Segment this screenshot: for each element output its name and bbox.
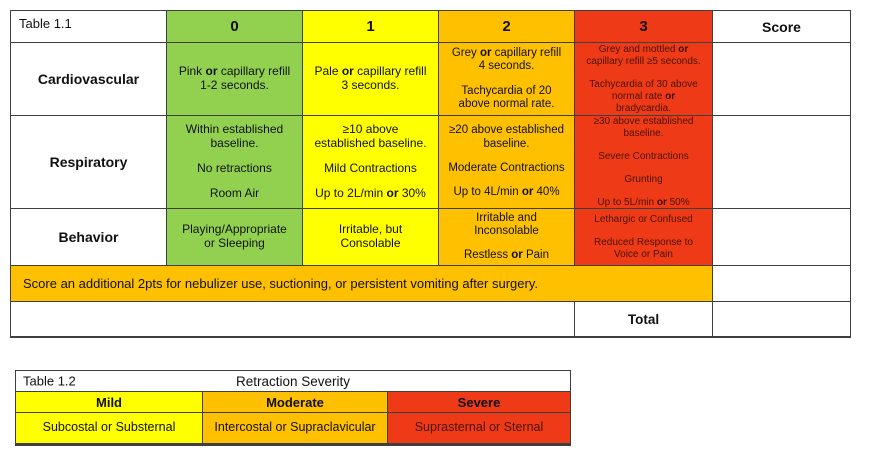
cell-text: Up to 4L/min or 40% (453, 186, 560, 199)
row-label-respiratory: Respiratory (11, 116, 167, 209)
cell-text: ≥20 above established baseline. (448, 124, 564, 150)
behavior-score-2-cell (439, 209, 575, 266)
additional-points-note: Score an additional 2pts for nebulizer use, suctioning, or persistent vomiting after surgery. (23, 276, 538, 291)
column-header-0: 0 (167, 11, 303, 43)
row-label-cardiovascular: Cardiovascular (11, 43, 167, 116)
cell-text: Pale or capillary refill 3 seconds. (314, 64, 427, 92)
respiratory-score-1-cell (303, 116, 439, 209)
severity-severe-header: Severe (388, 392, 571, 413)
cell-text: Pink or capillary refill 1-2 seconds. (178, 64, 291, 92)
respiratory-score-2-cell (439, 116, 575, 209)
severity-mild-description: Subcostal or Substernal (16, 413, 203, 444)
score-column-header: Score (713, 11, 851, 43)
respiratory-score-3-cell (575, 116, 713, 209)
cell-text: Restless or Pain (463, 249, 549, 262)
severity-mild-header: Mild (16, 392, 203, 413)
severity-moderate-header: Moderate (203, 392, 388, 413)
cell-text: ≥10 above established baseline. (314, 122, 427, 151)
column-header-2: 2 (439, 11, 575, 43)
cardiovascular-score-3-cell (575, 43, 713, 116)
behavior-score-entry-cell (713, 209, 851, 266)
total-label-cell: Total (575, 302, 713, 337)
retraction-severity-heading: Retraction Severity (235, 373, 351, 389)
cardiovascular-score-1-cell (303, 43, 439, 116)
row-label-behavior: Behavior (11, 209, 167, 266)
cell-text: Grey or capillary refill 4 seconds. (451, 46, 562, 73)
cardiovascular-score-entry-cell (713, 43, 851, 116)
table-1-1-title: Table 1.1 (19, 16, 72, 31)
total-row-spacer-cell (11, 302, 575, 337)
cell-text: Room Air (209, 185, 260, 200)
cell-text: ≥30 above established baseline. (593, 116, 694, 139)
note-row-score-cell (713, 266, 851, 302)
cardiovascular-score-2-cell (439, 43, 575, 116)
cell-text: Playing/Appropriate or Sleeping (182, 222, 287, 250)
cell-text: Grunting (624, 173, 663, 185)
cell-text: Moderate Contractions (448, 162, 565, 174)
additional-points-note-cell (11, 266, 713, 302)
cell-text: Severe Contractions (598, 150, 689, 162)
column-header-3: 3 (575, 11, 713, 43)
severity-moderate-description: Intercostal or Supraclavicular (203, 413, 388, 444)
cell-text: Tachycardia of 30 above normal rate or bradycardia. (589, 78, 698, 114)
behavior-score-0-cell (167, 209, 303, 266)
cell-text: Mild Contractions (324, 161, 417, 175)
cell-text: Grey and mottled or capillary refill ≥5 seconds. (586, 43, 701, 67)
cell-text: Irritable, but Consolable (338, 222, 403, 250)
table-1-1-title-cell (11, 11, 167, 43)
severity-severe-description: Suprasternal or Sternal (388, 413, 571, 444)
cell-text: No retractions (197, 161, 272, 175)
column-header-1: 1 (303, 11, 439, 43)
retraction-severity-table (15, 370, 571, 446)
score-table (10, 10, 851, 338)
table-1-2-title: Table 1.2 (23, 373, 76, 389)
cell-text: Reduced Response to Voice or Pain (594, 236, 693, 260)
cell-text: Up to 5L/min or 50% (597, 196, 690, 208)
behavior-score-1-cell (303, 209, 439, 266)
cardiovascular-score-0-cell (167, 43, 303, 116)
cell-text: Tachycardia of 20 above normal rate. (458, 84, 555, 110)
cell-text: Up to 2L/min or 30% (315, 185, 426, 200)
behavior-score-3-cell (575, 209, 713, 266)
cell-text: Irritable and Inconsolable (474, 211, 539, 237)
cell-text: Lethargic or Confused (594, 213, 693, 225)
retraction-severity-header-cell (16, 371, 571, 392)
cell-text: Within established baseline. (185, 122, 284, 151)
respiratory-score-entry-cell (713, 116, 851, 209)
respiratory-score-0-cell (167, 116, 303, 209)
total-score-cell (713, 302, 851, 337)
